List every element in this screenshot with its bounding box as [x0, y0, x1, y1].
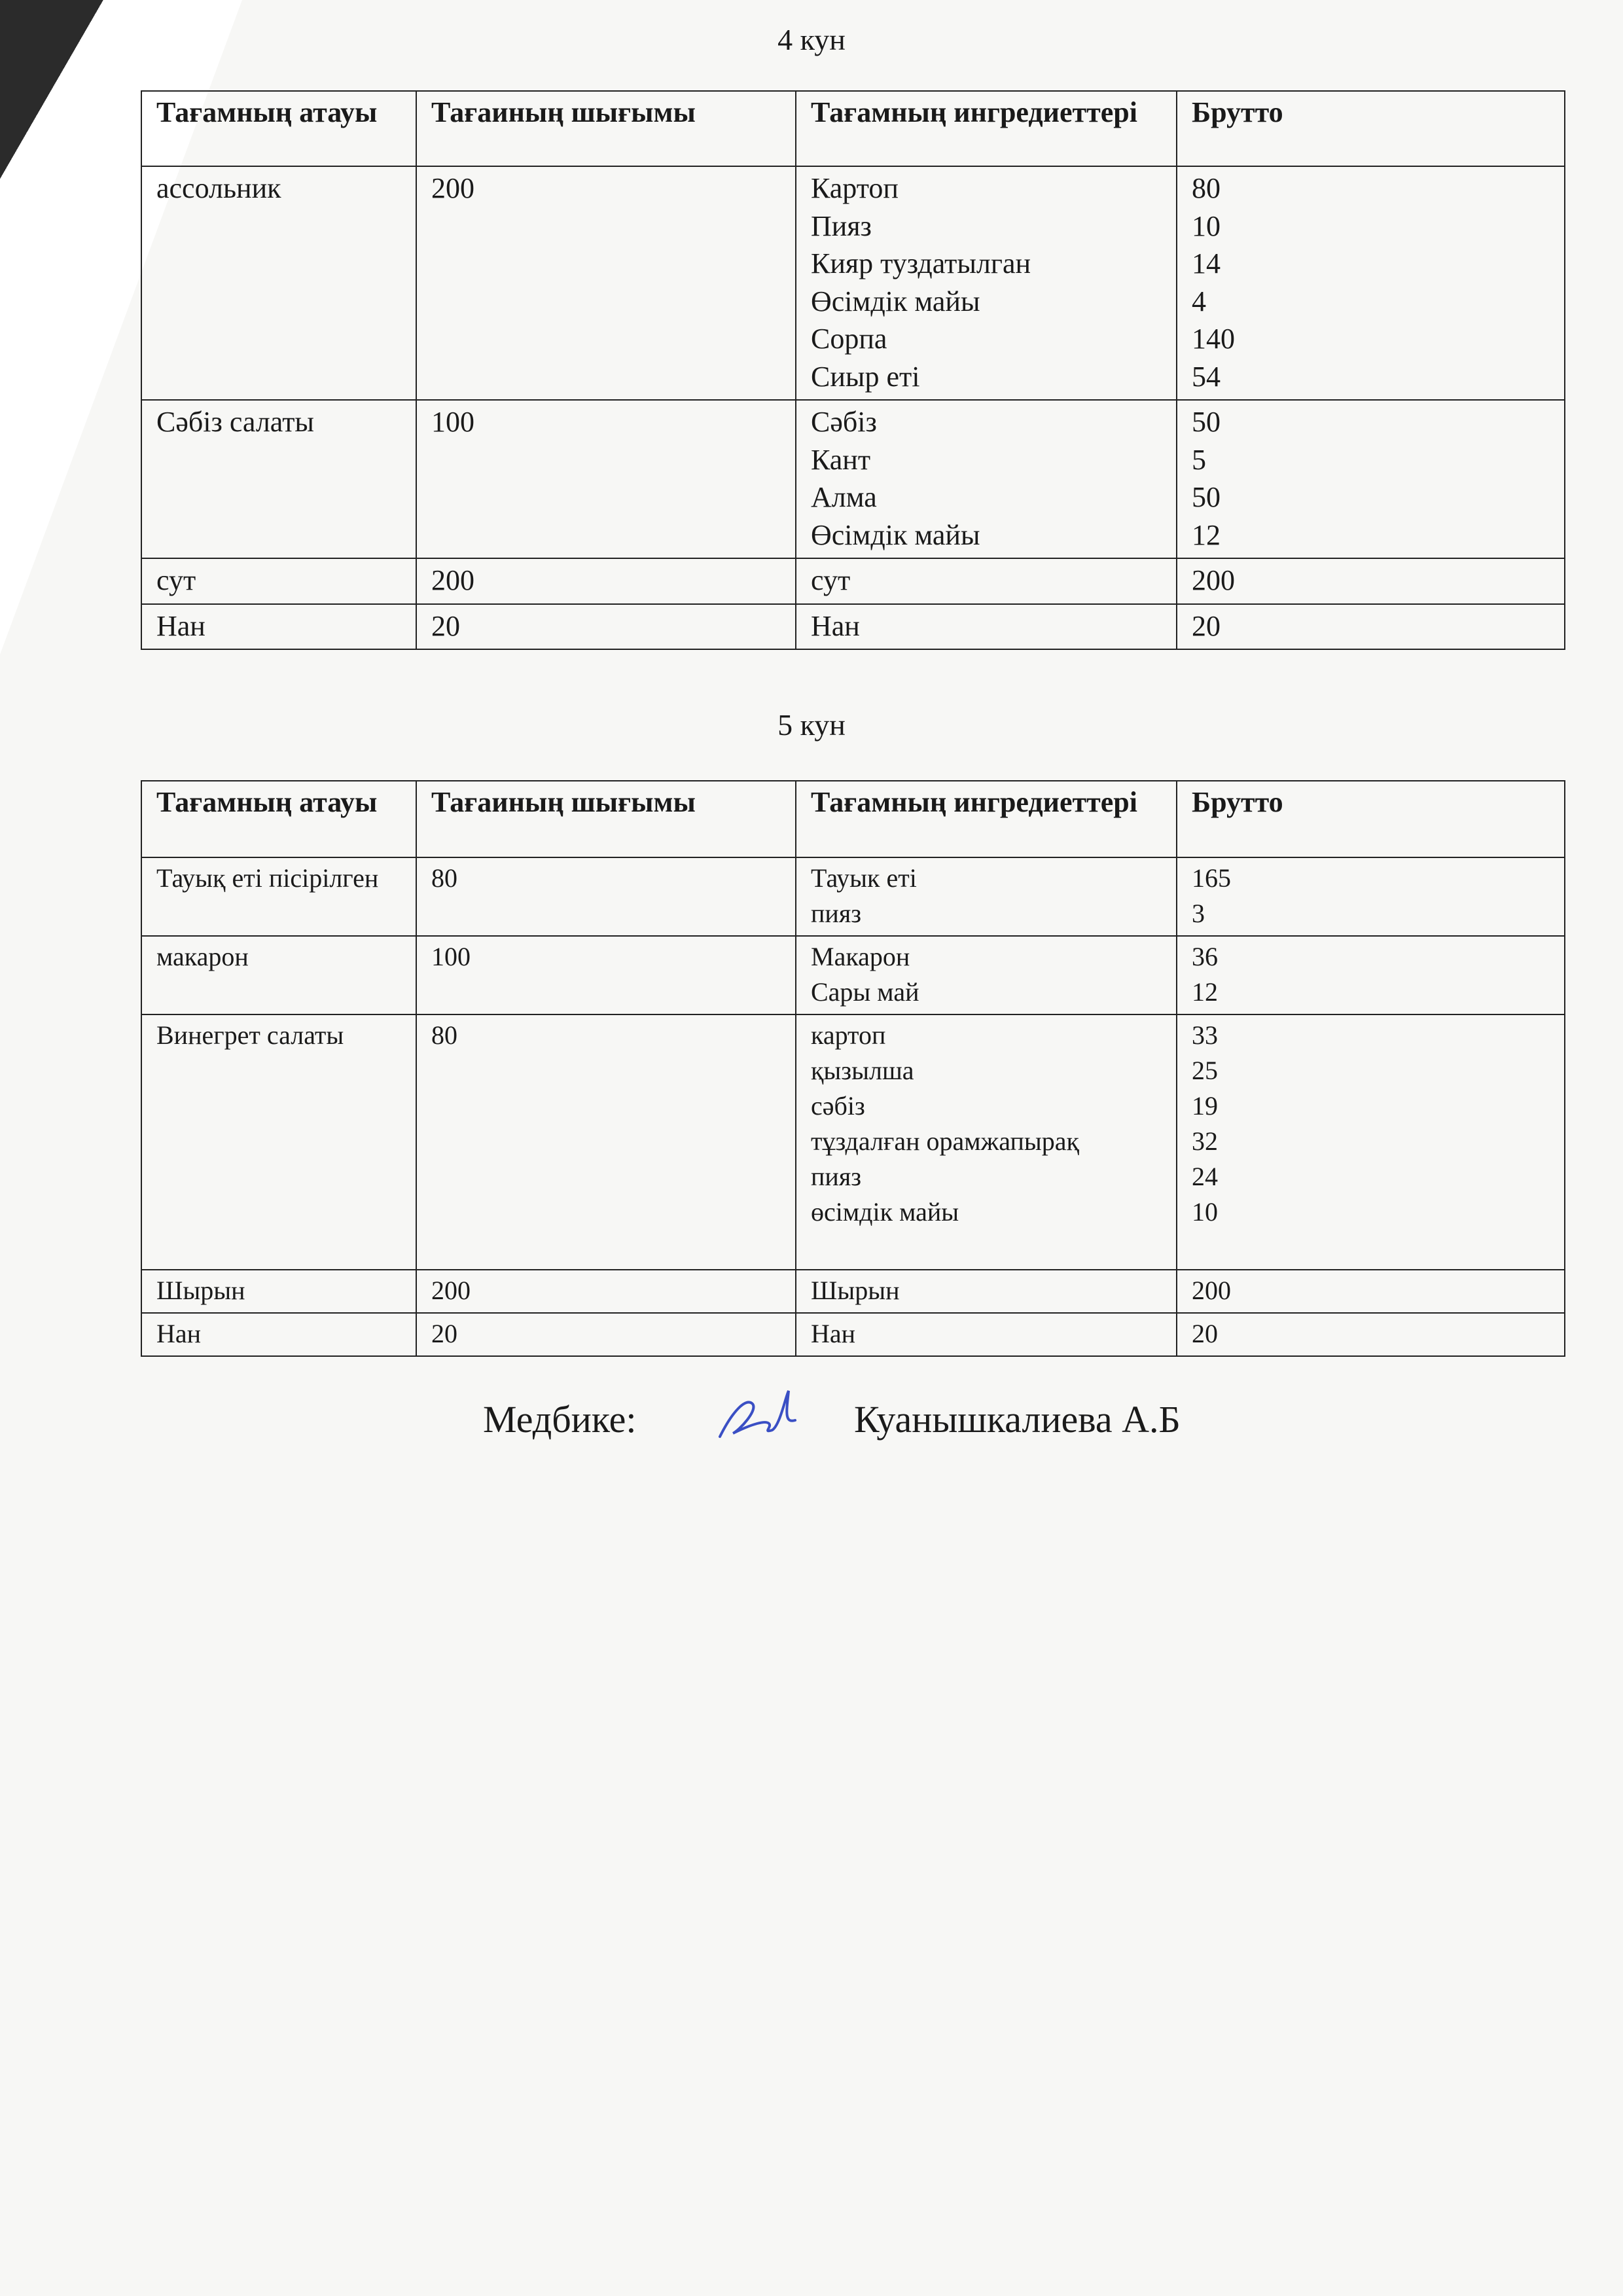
ingredient: Нан: [796, 604, 1177, 650]
ingredient: Сәбіз: [811, 406, 877, 438]
dish-name: Тауық еті пісірілген: [141, 857, 416, 936]
ingredient: өсімдік майы: [811, 1197, 959, 1227]
dish-name: сут: [141, 558, 416, 604]
gross-value: 50: [1192, 481, 1221, 513]
ingredient: Өсімдік майы: [811, 518, 980, 551]
ingredient: Кант: [811, 443, 871, 476]
gross-list: [1177, 936, 1565, 1014]
header-yield: Тағаиның шығымы: [416, 91, 796, 166]
gross-value: 19: [1192, 1091, 1218, 1121]
gross-value: 12: [1192, 977, 1218, 1007]
gross-value: 10: [1192, 1197, 1218, 1227]
gross-value: 5: [1192, 443, 1206, 476]
dish-name: Винегрет салаты: [141, 1014, 416, 1270]
dish-name: Шырын: [141, 1270, 416, 1313]
ingredient: Сиыр еті: [811, 360, 920, 393]
day5-menu-table: [141, 780, 1565, 1357]
dish-yield: 200: [416, 1270, 796, 1313]
table-row: [141, 400, 1565, 558]
dish-name: Нан: [141, 1313, 416, 1356]
table-row: [141, 166, 1565, 400]
dish-yield: 100: [416, 936, 796, 1014]
handwritten-signature: [707, 1384, 805, 1450]
gross-value: 24: [1192, 1162, 1218, 1191]
ingredient: сут: [796, 558, 1177, 604]
ingredient-list: [796, 166, 1177, 400]
ingredient-list: [796, 936, 1177, 1014]
ingredient-list: [796, 400, 1177, 558]
ingredient: Картоп: [811, 172, 899, 204]
day4-title: 4 кун: [777, 23, 846, 56]
gross-value: 25: [1192, 1056, 1218, 1085]
gross-value: 80: [1192, 172, 1221, 204]
ingredient-list: [796, 857, 1177, 936]
day5-title: 5 кун: [777, 708, 846, 742]
ingredient: тұздалған орамжапырақ: [811, 1126, 1079, 1156]
header-gross: Брутто: [1177, 781, 1565, 857]
ingredient: Нан: [796, 1313, 1177, 1356]
dish-name: ассольник: [141, 166, 416, 400]
gross-value: 200: [1177, 558, 1565, 604]
table-row: [141, 1270, 1565, 1313]
header-ingredients: Тағамның ингредиеттері: [796, 781, 1177, 857]
dish-yield: 200: [416, 166, 796, 400]
ingredient: картоп: [811, 1020, 886, 1050]
gross-value: 36: [1192, 942, 1218, 971]
ingredient: пияз: [811, 1162, 862, 1191]
gross-value: 20: [1177, 604, 1565, 650]
dish-yield: 80: [416, 1014, 796, 1270]
ingredient: пияз: [811, 899, 862, 928]
dish-name: Сәбіз салаты: [141, 400, 416, 558]
ingredient: Пияз: [811, 209, 872, 242]
gross-value: 10: [1192, 209, 1221, 242]
ingredient: қызылша: [811, 1056, 914, 1085]
table-header-row: [141, 781, 1565, 857]
ingredient: сәбіз: [811, 1091, 865, 1121]
dish-name: Нан: [141, 604, 416, 650]
header-dish-name: Тағамның атауы: [141, 91, 416, 166]
gross-value: 32: [1192, 1126, 1218, 1156]
signatory-name: Куанышкалиева А.Б: [854, 1398, 1181, 1441]
header-gross: Брутто: [1177, 91, 1565, 166]
dish-name: макарон: [141, 936, 416, 1014]
dish-yield: 20: [416, 1313, 796, 1356]
ingredient: Сары май: [811, 977, 919, 1007]
header-dish-name: Тағамның атауы: [141, 781, 416, 857]
header-ingredients: Тағамның ингредиеттері: [796, 91, 1177, 166]
gross-value: 33: [1192, 1020, 1218, 1050]
ingredient: Өсімдік майы: [811, 285, 980, 317]
table-row: [141, 1014, 1565, 1270]
gross-list: [1177, 1014, 1565, 1270]
gross-value: 50: [1192, 406, 1221, 438]
gross-list: [1177, 857, 1565, 936]
table-row: [141, 604, 1565, 650]
dish-yield: 200: [416, 558, 796, 604]
signature-block: [0, 1384, 1623, 1450]
signature-label: Медбике:: [483, 1398, 637, 1441]
day4-menu-table: [141, 90, 1565, 650]
gross-value: 200: [1177, 1270, 1565, 1313]
table-row: [141, 857, 1565, 936]
gross-list: [1177, 166, 1565, 400]
ingredient: Тауык еті: [811, 863, 917, 893]
gross-value: 165: [1192, 863, 1231, 893]
gross-value: 54: [1192, 360, 1221, 393]
table-row: [141, 936, 1565, 1014]
table-row: [141, 558, 1565, 604]
ingredient-list: [796, 1014, 1177, 1270]
gross-value: 3: [1192, 899, 1205, 928]
table-header-row: [141, 91, 1565, 166]
ingredient: Макарон: [811, 942, 910, 971]
gross-value: 20: [1177, 1313, 1565, 1356]
table-row: [141, 1313, 1565, 1356]
ingredient: Кияр туздатылган: [811, 247, 1031, 279]
gross-list: [1177, 400, 1565, 558]
gross-value: 140: [1192, 323, 1235, 355]
ingredient: Сорпа: [811, 323, 887, 355]
gross-value: 14: [1192, 247, 1221, 279]
gross-value: 4: [1192, 285, 1206, 317]
ingredient: Алма: [811, 481, 877, 513]
dish-yield: 20: [416, 604, 796, 650]
header-yield: Тағаиның шығымы: [416, 781, 796, 857]
ingredient: Шырын: [796, 1270, 1177, 1313]
dish-yield: 80: [416, 857, 796, 936]
gross-value: 12: [1192, 518, 1221, 551]
dish-yield: 100: [416, 400, 796, 558]
